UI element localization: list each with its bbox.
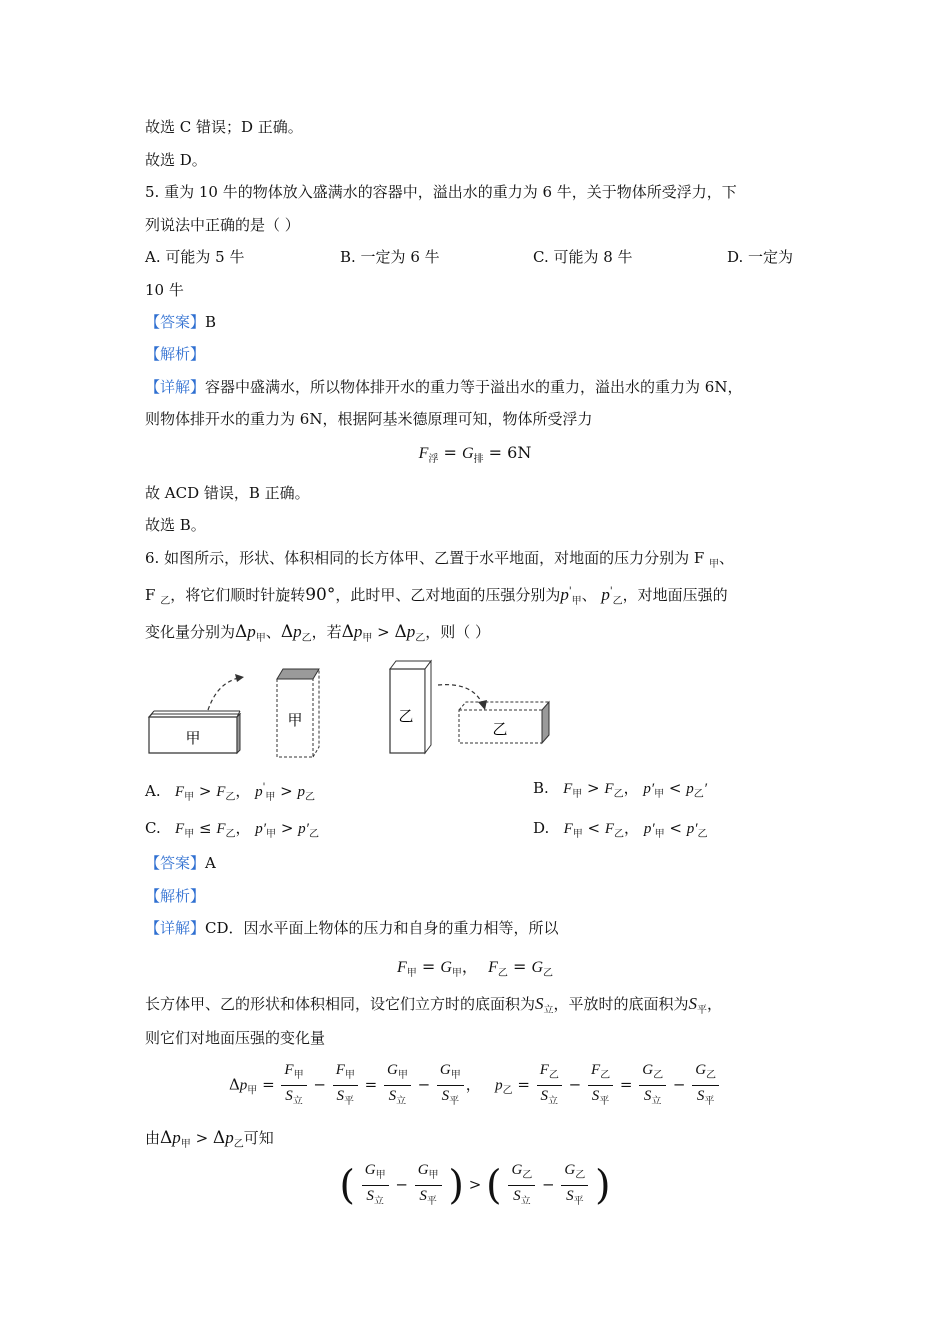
- q6-option-c: C. $F_甲 \le F_乙$， $p'_甲 > p'_乙$: [145, 819, 319, 840]
- formula-buoyancy: $F_浮 = G_排 = 6N$: [418, 443, 532, 466]
- q6-option-d: D. $F_甲 < F_乙$， $p'_甲 < p'_乙$: [533, 819, 708, 840]
- option-a: A. 可能为 5 牛: [145, 248, 245, 266]
- answer-label: 【答案】B: [145, 313, 217, 331]
- question-6-stem: 6. 如图所示，形状、体积相同的长方体甲、乙置于水平地面，对地面的压力分别为 F $_甲$、: [145, 549, 735, 570]
- detail-6b: 长方体甲、乙的形状和体积相同，设它们立方时的底面积为$S_立$，平放时的底面积为$S_平$，: [145, 994, 723, 1016]
- detail-5b: 则物体排开水的重力为 6N，根据阿基米德原理可知，物体所受浮力: [145, 410, 593, 428]
- text-line: 故 ACD 错误，B 正确。: [145, 484, 310, 502]
- rotation-figure: [140, 655, 570, 765]
- box-yi-flat: [459, 702, 549, 743]
- detail-5a: 【详解】容器中盛满水，所以物体排开水的重力等于溢出水的重力，溢出水的重力为 6N，: [145, 378, 743, 396]
- question-6-stem-cont: F $_乙$，将它们顺时针旋转90°，此时甲、乙对地面的压强分别为$p'_甲$、 $p'_乙$，对地面压强的: [145, 585, 728, 607]
- box-jia-standing: [277, 669, 319, 757]
- question-6-stem-cont2: 变化量分别为$\Delta p_甲$、$\Delta p_乙$，若$\Delta p_甲 > \Delta p_乙$，则（ ）: [145, 622, 491, 644]
- detail-6a: 【详解】CD．因水平面上物体的压力和自身的重力相等，所以: [145, 919, 559, 937]
- answer-label-6: 【答案】A: [145, 854, 216, 872]
- option-b: B. 一定为 6 牛: [340, 248, 440, 266]
- detail-6c: 则它们对地面压强的变化量: [145, 1029, 326, 1047]
- text-line: 故选 B。: [145, 516, 206, 534]
- box-jia-flat: [149, 711, 240, 753]
- formula-pressure-change: $\Delta p_甲$ = $\frac{F_甲}{S_立}$ − $\frac{F_甲}{S_平}$ = $\frac{G_甲}{S_立}$ − $\frac{G_甲}{S_平}$ ， $p_乙$ = $\frac{F_乙}{S_立}$ − $\frac{F_乙}{S_平}$ = $\frac{G_乙}{S_立}$ − $\frac{G_乙}{S_平}$: [0, 1060, 950, 1111]
- analysis-label-6: 【解析】: [145, 887, 206, 905]
- option-c: C. 可能为 8 牛: [533, 248, 633, 266]
- q6-option-b: B. $F_甲 > F_乙$， $p'_甲 < p_乙'$: [533, 779, 708, 800]
- svg-text:甲: 甲: [185, 729, 201, 747]
- svg-text:乙: 乙: [492, 720, 508, 738]
- option-d: D. 一定为: [727, 248, 794, 266]
- formula-force-weight: $F_甲 = G_甲$， $F_乙 = G_乙$: [396, 957, 554, 980]
- formula-inequality: ( $\frac{G_甲}{S_立}$ − $\frac{G_甲}{S_平}$ ) > ( $\frac{G_乙}{S_立}$ − $\frac{G_乙}{S_平}$ ): [339, 1162, 611, 1209]
- question-5-stem: 5. 重为 10 牛的物体放入盛满水的容器中，溢出水的重力为 6 牛，关于物体所受浮力，下: [145, 183, 737, 201]
- text-line: 故选 D。: [145, 151, 207, 169]
- text-line: 故选 C 错误；D 正确。: [145, 118, 303, 136]
- svg-text:甲: 甲: [287, 711, 303, 729]
- box-yi-standing: [390, 661, 431, 753]
- analysis-label: 【解析】: [145, 345, 206, 363]
- detail-6d: 由$\Delta p_甲 > \Delta p_乙$可知: [145, 1128, 274, 1150]
- question-5-stem-cont: 列说法中正确的是（ ）: [145, 216, 300, 234]
- svg-text:乙: 乙: [398, 707, 414, 725]
- q6-option-a: A. $F_甲 > F_乙$， $p'_甲 > p_乙$: [145, 782, 316, 803]
- option-d-cont: 10 牛: [145, 281, 184, 299]
